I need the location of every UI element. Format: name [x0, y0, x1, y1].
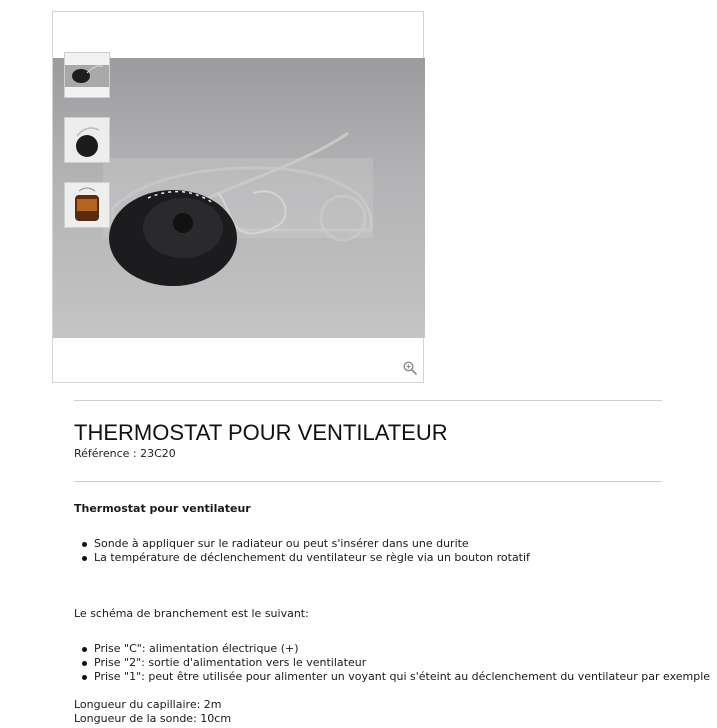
list-item: La température de déclenchement du ventilateur se règle via un bouton rotatif — [94, 551, 674, 565]
list-item: Prise "C": alimentation électrique (+) — [94, 642, 674, 656]
thumbnail-1[interactable] — [64, 52, 110, 98]
zoom-in-icon[interactable] — [403, 360, 417, 374]
description-heading: Thermostat pour ventilateur — [74, 502, 251, 515]
product-image-gallery — [52, 11, 424, 383]
product-title: THERMOSTAT POUR VENTILATEUR — [74, 420, 448, 445]
feature-list — [74, 537, 674, 565]
wiring-intro: Le schéma de branchement est le suivant: — [74, 607, 309, 620]
list-item: Prise "2": sortie d'alimentation vers le ventilateur — [94, 656, 674, 670]
product-reference: Référence : 23C20 — [74, 447, 176, 460]
probe-length: Longueur de la sonde: 10cm — [74, 712, 232, 725]
thumbnail-3[interactable] — [64, 182, 110, 228]
wiring-list — [74, 642, 711, 684]
list-item: Prise "1": peut être utilisée pour alimenter un voyant qui s'éteint au déclenchement du ventilateur par exemple — [94, 670, 711, 683]
divider-bottom — [74, 481, 662, 482]
product-description — [74, 502, 711, 726]
capillary-length: Longueur du capillaire: 2m — [74, 698, 222, 711]
list-item: Sonde à appliquer sur le radiateur ou peut s'insérer dans une durite — [94, 537, 674, 551]
divider-top — [74, 400, 662, 401]
thumbnail-2[interactable] — [64, 117, 110, 163]
